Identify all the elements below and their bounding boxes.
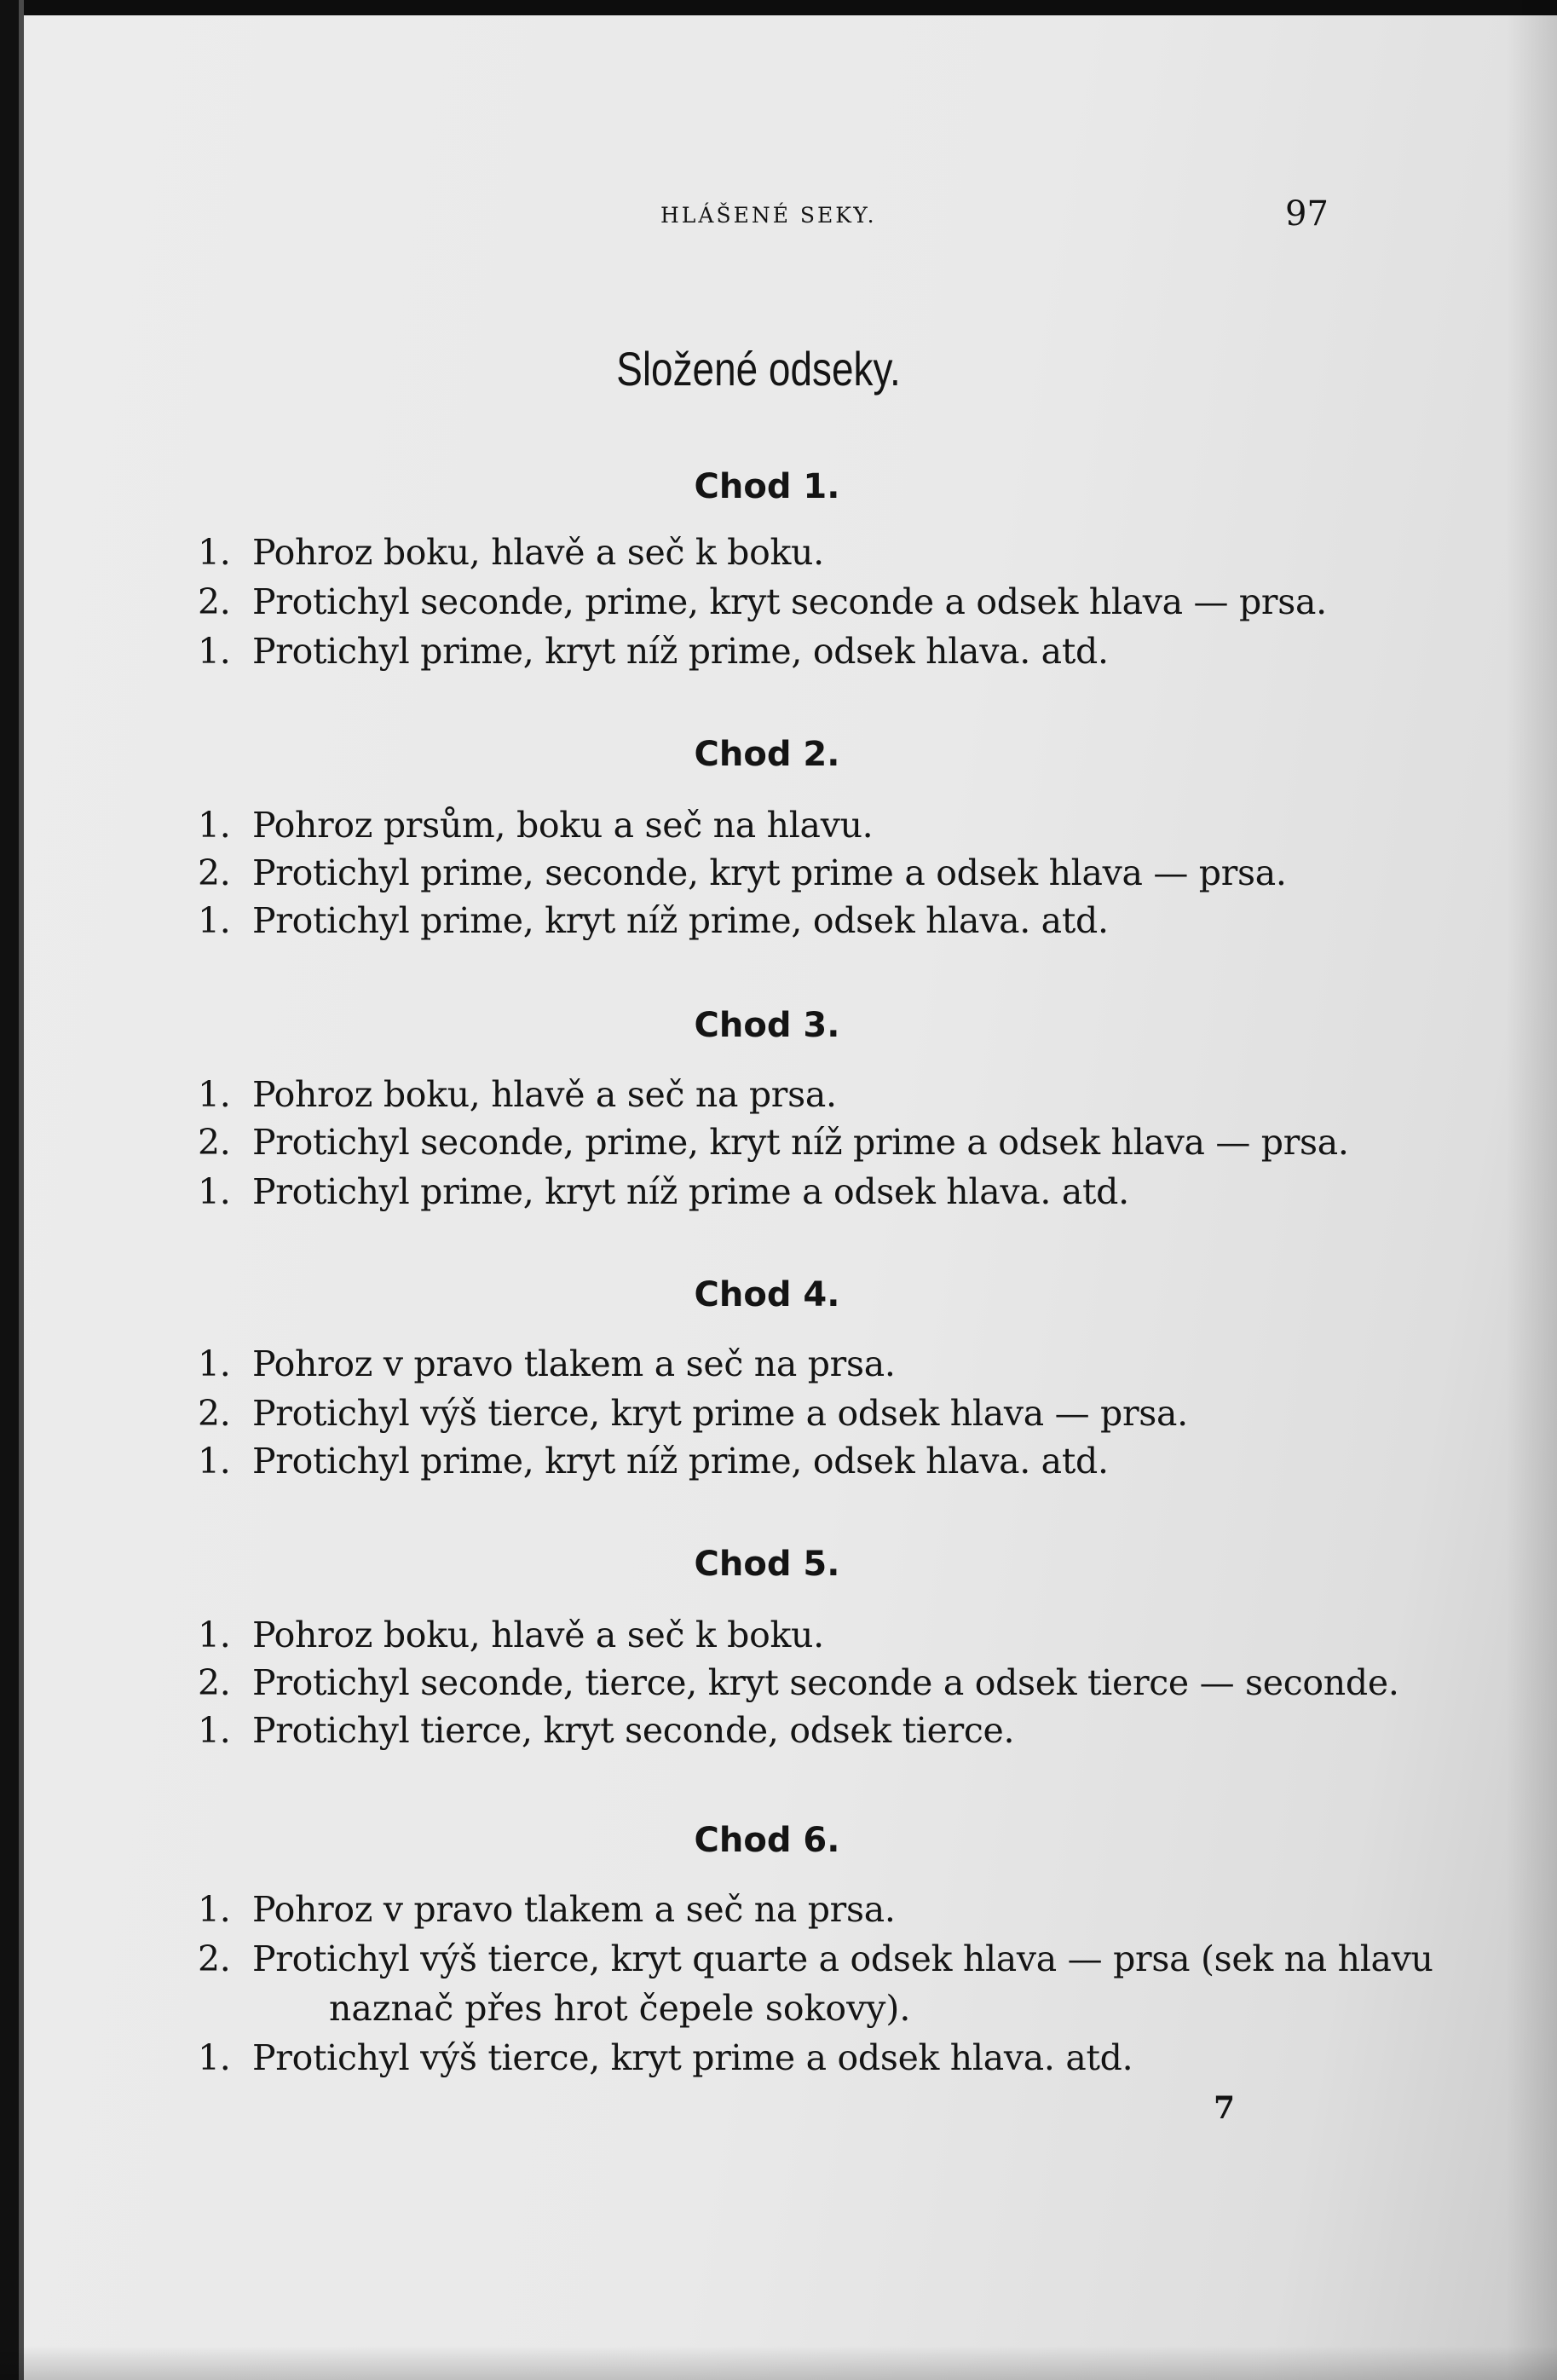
- signature-mark: 7: [1214, 2090, 1236, 2126]
- scan-border-top: [0, 0, 1557, 15]
- item-text: Pohroz boku, hlavě a seč k boku.: [252, 532, 824, 573]
- item-text: Pohroz boku, hlavě a seč k boku.: [252, 1615, 824, 1655]
- item-text: Pohroz prsům, boku a seč na hlavu.: [252, 805, 874, 846]
- item-number: 1.: [198, 1441, 231, 1482]
- item-text: Protichyl seconde, tierce, kryt seconde a odsek tierce — seconde.: [252, 1662, 1399, 1703]
- item-text: Protichyl tierce, kryt seconde, odsek tierce.: [252, 1710, 1015, 1751]
- scan-border-left: [0, 0, 19, 2380]
- item-text: Protichyl prime, kryt níž prime, odsek hlava. atd.: [252, 900, 1109, 941]
- item-number: 1.: [198, 1710, 231, 1751]
- section-heading: Chod 2.: [694, 735, 840, 774]
- item-text: Pohroz boku, hlavě a seč na prsa.: [252, 1074, 837, 1115]
- section-heading: Chod 1.: [694, 467, 840, 506]
- scan-border-left-inner: [19, 0, 24, 2380]
- item-number: 1.: [198, 900, 231, 941]
- running-head: HLÁŠENÉ SEKY.: [660, 203, 877, 228]
- page-number: 97: [1285, 194, 1329, 234]
- item-text: Pohroz v pravo tlakem a seč na prsa.: [252, 1889, 896, 1930]
- item-number: 1.: [198, 1615, 231, 1655]
- section-heading: Chod 4.: [694, 1275, 840, 1314]
- item-number: 2.: [198, 852, 231, 893]
- section-heading: Chod 6.: [694, 1821, 840, 1860]
- item-number: 2.: [198, 581, 231, 622]
- page-edge-shadow: [1506, 0, 1557, 2380]
- item-text: Protichyl prime, kryt níž prime, odsek hlava. atd.: [252, 631, 1109, 672]
- item-number: 1.: [198, 1889, 231, 1930]
- page-title: Složené odseky.: [616, 342, 901, 396]
- item-number: 2.: [198, 1122, 231, 1163]
- item-text: Protichyl seconde, prime, kryt seconde a odsek hlava — prsa.: [252, 581, 1327, 622]
- item-text: Protichyl výš tierce, kryt prime a odsek hlava — prsa.: [252, 1393, 1188, 1434]
- item-number: 1.: [198, 2037, 231, 2078]
- item-text: Protichyl seconde, prime, kryt níž prime a odsek hlava — prsa.: [252, 1122, 1349, 1163]
- item-number: 1.: [198, 1074, 231, 1115]
- item-text: Pohroz v pravo tlakem a seč na prsa.: [252, 1343, 896, 1384]
- item-number: 1.: [198, 1343, 231, 1384]
- item-number: 1.: [198, 532, 231, 573]
- item-text: Protichyl prime, kryt níž prime a odsek hlava. atd.: [252, 1171, 1129, 1212]
- item-text: Protichyl prime, seconde, kryt prime a odsek hlava — prsa.: [252, 852, 1287, 893]
- item-text-continuation: naznač přes hrot čepele sokovy).: [329, 1988, 911, 2029]
- item-number: 2.: [198, 1393, 231, 1434]
- item-number: 1.: [198, 631, 231, 672]
- section-heading: Chod 5.: [694, 1545, 840, 1584]
- item-number: 2.: [198, 1662, 231, 1703]
- item-number: 1.: [198, 1171, 231, 1212]
- item-text: Protichyl prime, kryt níž prime, odsek hlava. atd.: [252, 1441, 1109, 1482]
- item-text: Protichyl výš tierce, kryt quarte a odsek hlava — prsa (sek na hlavu: [252, 1938, 1433, 1979]
- page-bottom-shadow: [0, 2346, 1557, 2380]
- section-heading: Chod 3.: [694, 1006, 840, 1045]
- item-number: 1.: [198, 805, 231, 846]
- item-number: 2.: [198, 1938, 231, 1979]
- item-text: Protichyl výš tierce, kryt prime a odsek hlava. atd.: [252, 2037, 1133, 2078]
